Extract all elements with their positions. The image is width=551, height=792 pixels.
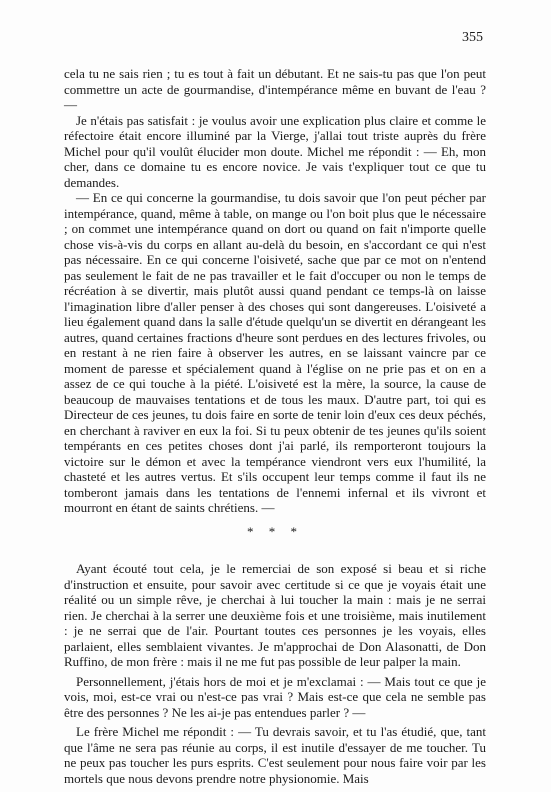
paragraph: cela tu ne sais rien ; tu es tout à fait un débutant. Et ne sais-tu pas que l'on peut commettre un acte de gourmandise, d'intempérance même en buvant de l'eau ? — [64,66,486,112]
paragraph: Ayant écouté tout cela, je le remerciai de son exposé si beau et si riche d'instruction et ensuite, pour savoir avec certitude si ce que je voyais était une réalité ou un simple rêve, je cherchai à lui toucher la main : mais je ne serrai rien. Je cherchai à la serrer une deuxième fois et une troisième, mais inutilement : je ne serrai que de l'air. Pourtant toutes ces personnes je les voyais, elles parlaient, elles semblaient vivantes. Je m'approchai de Don Alasonatti, de Don Ruffino, de mon frère : mais il ne me fut pas possible de leur palper la main. [64,561,486,669]
paragraph: — En ce qui concerne la gourmandise, tu dois savoir que l'on peut pécher par intempérance, quand, même à table, on mange ou l'on boit plus que le nécessaire ; on commet une intempérance quand on dort ou quand on fait n'importe quelle chose vis-à-vis du corps en allant au-delà du besoin, en s'accordant ce qui n'est pas nécessaire. En ce qui concerne l'oisiveté, sache que par ce mot on n'entend pas seulement le fait de ne pas travailler et le fait d'occuper ou non le temps de récréation à se divertir, mais plutôt aussi quand pendant ce temps-là on laisse l'imagination libre d'aller penser à des choses qui sont dangereuses. L'oisiveté a lieu également quand dans la salle d'étude quelqu'un se divertit en dérangeant les autres, quand certaines fractions d'heure sont perdues en des lectures frivoles, ou en restant à ne rien faire à observer les autres, en se laissant vaincre par ce moment de paresse et spécialement quand à l'église on ne prie pas et on en a assez de ce qui touche à la piété. L'oisiveté est la mère, la source, la cause de beaucoup de mauvaises tentations et de tous les maux. D'autre part, toi qui es Directeur de ces jeunes, tu dois faire en sorte de tenir loin d'eux ces deux péchés, en cherchant à raviver en eux la foi. Si tu peux obtenir de tes jeunes qu'ils soient tempérants en ces petites choses dont j'ai parlé, ils remporteront toujours la victoire sur le démon et avec la tempérance viendront vers eux l'humilité, la chasteté et les autres vertus. Et s'ils occupent leur temps comme il faut ils ne tomberont jamais dans les tentations de l'ennemi infernal et ils vivront et mourront en étant de saints chrétiens. — [64,190,486,515]
paragraph: Personnellement, j'étais hors de moi et je m'exclamai : — Mais tout ce que je vois, moi, est-ce vrai ou n'est-ce pas vrai ? Mais est-ce que cela ne semble pas être des personnes ? Ne les ai-je pas entendues parler ? — [64,673,486,720]
paragraph: Le frère Michel me répondit : — Tu devrais savoir, et tu l'as étudié, que, tant que l'âme ne sera pas réunie au corps, il est inutile d'essayer de me toucher. Tu ne peux pas toucher les purs esprits. C'est seulement pour nous faire voir par les mortels que nous devons prendre notre physionomie. Mais [64,724,486,786]
section-separator: * * * [247,523,303,539]
paragraph: Je n'étais pas satisfait : je voulus avoir une explication plus claire et comme le réfectoire était encore illuminé par la Vierge, j'allai tout triste auprès du frère Michel pour qu'il voulût élucider mon doute. Michel me répondit : — Eh, mon cher, dans ce domaine tu es encore novice. Je vais t'expliquer tout ce que tu demandes. [64,112,486,190]
body-text [64,66,486,786]
page-number: 355 [462,30,483,45]
